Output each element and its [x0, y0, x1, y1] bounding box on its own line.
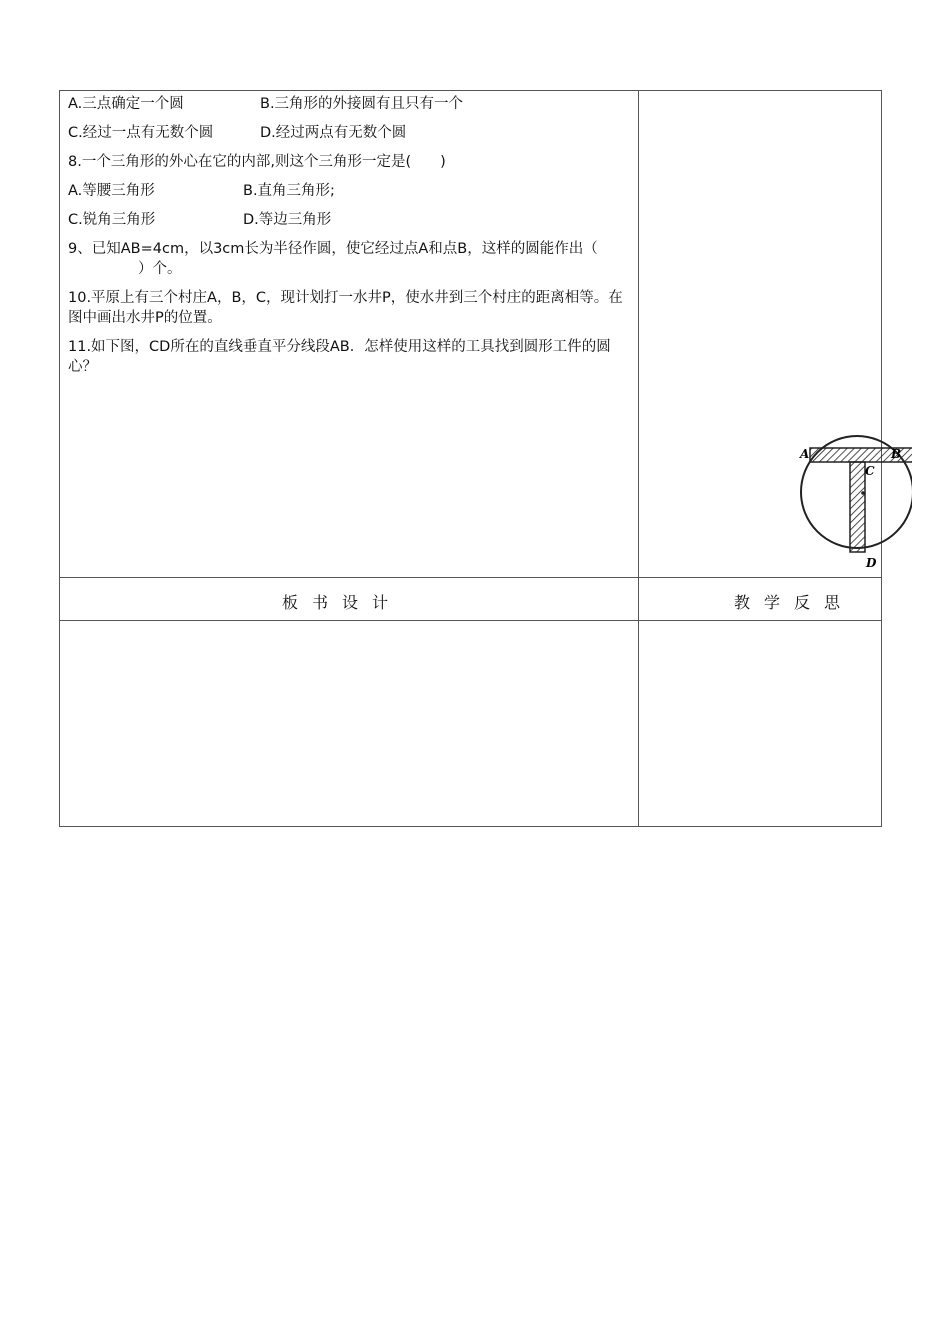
q8-option-a: A.等腰三角形: [68, 183, 155, 199]
board-design-header: 板书设计: [282, 593, 403, 612]
teaching-reflection-header: 教学反思: [734, 593, 855, 612]
q11: 11.如下图，CD所在的直线垂直平分线段AB．怎样使用这样的工具找到圆形工件的圆心？: [68, 339, 611, 375]
exercise-content: [68, 94, 630, 386]
label-b: B: [891, 447, 902, 461]
q7-options-row2: [68, 123, 630, 143]
q9: [68, 239, 630, 279]
q10: 10.平原上有三个村庄A，B，C，现计划打一水井P，使水井到三个村庄的距离相等。在图中画出水井P的位置。: [68, 290, 623, 326]
label-a: A: [800, 447, 810, 461]
row-divider-bottom: [60, 620, 881, 621]
label-c: C: [865, 464, 875, 478]
q8-option-c: C.锐角三角形: [68, 212, 156, 228]
t-square-circle-figure: [794, 416, 912, 576]
column-divider: [638, 91, 639, 826]
row-divider-top: [60, 577, 881, 578]
q9-part1: 9、已知AB=4cm，以3cm长为半径作圆，使它经过点A和点B，这样的圆能作出（: [68, 241, 598, 257]
lesson-table: [59, 90, 882, 827]
q8-options-row2: [68, 210, 630, 230]
q7-option-c: C.经过一点有无数个圆: [68, 125, 214, 141]
q8-stem: 8.一个三角形的外心在它的内部,则这个三角形一定是( ): [68, 154, 446, 170]
ruler-stem: [850, 462, 865, 552]
q9-part2: ）个。: [138, 261, 182, 277]
q7-option-b: B.三角形的外接圆有且只有一个: [260, 96, 464, 112]
q8-option-b: B.直角三角形;: [243, 183, 335, 199]
q7-options-row1: [68, 94, 630, 114]
label-d: D: [866, 556, 877, 570]
figure-svg: [794, 416, 912, 576]
center-point: [861, 491, 865, 495]
q8-option-d: D.等边三角形: [243, 212, 332, 228]
q7-option-d: D.经过两点有无数个圆: [260, 125, 407, 141]
q7-option-a: A.三点确定一个圆: [68, 96, 184, 112]
q8-options-row1: [68, 181, 630, 201]
